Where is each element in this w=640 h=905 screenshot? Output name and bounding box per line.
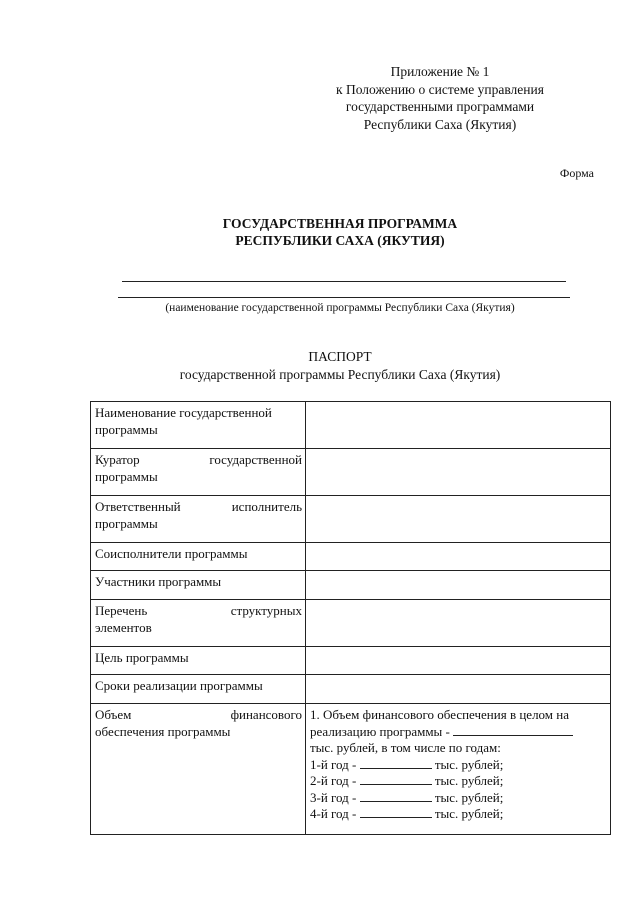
title-line: РЕСПУБЛИКИ САХА (ЯКУТИЯ) xyxy=(235,233,445,248)
passport-title: ПАСПОРТ xyxy=(308,349,372,364)
form-label: Форма xyxy=(559,166,594,180)
amount-blank xyxy=(360,790,432,802)
row-label: Соисполнители программы xyxy=(91,543,306,571)
row-value-cell xyxy=(306,496,611,543)
program-name-blank-line xyxy=(118,297,570,298)
row-value-cell xyxy=(306,571,611,600)
program-name-caption: (наименование государственной программы Республики Саха (Якутия) xyxy=(165,302,515,314)
row-label: Перечень структурных элементов xyxy=(91,600,306,647)
finance-program-line: реализацию программы - xyxy=(310,724,607,741)
finance-cell xyxy=(306,704,611,835)
row-label: Участники программы xyxy=(91,571,306,600)
appendix-line: Приложение № 1 xyxy=(390,64,490,79)
row-label: Наименование государственной программы xyxy=(91,402,306,449)
finance-by-years-line: тыс. рублей, в том числе по годам: xyxy=(310,740,501,755)
table-row xyxy=(91,402,611,449)
finance-year-line: 4-й год - тыс. рублей; xyxy=(310,806,504,821)
finance-year-line: 3-й год - тыс. рублей; xyxy=(310,789,504,805)
appendix-line: государственными программами xyxy=(345,99,535,114)
finance-year-line: 1-й год - тыс. рублей; xyxy=(310,756,504,772)
passport-subtitle: государственной программы Республики Саха (Якутия) xyxy=(179,366,501,382)
table-row xyxy=(91,704,611,835)
title-line: ГОСУДАРСТВЕННАЯ ПРОГРАММА xyxy=(222,216,458,231)
table-row xyxy=(91,496,611,543)
passport-table xyxy=(90,401,611,835)
finance-year-line: 2-й год - тыс. рублей; xyxy=(310,773,504,788)
row-value-cell xyxy=(306,543,611,571)
appendix-line: Республики Саха (Якутия) xyxy=(363,116,517,132)
document-title xyxy=(90,215,590,249)
table-row xyxy=(91,543,611,571)
amount-blank xyxy=(360,757,432,769)
program-name-blank-line xyxy=(122,281,566,282)
table-row xyxy=(91,571,611,600)
row-value-cell xyxy=(306,647,611,675)
amount-blank xyxy=(453,724,573,736)
row-label: Сроки реализации программы xyxy=(91,675,306,704)
row-label: Ответственный исполнитель программы xyxy=(91,496,306,543)
appendix-header xyxy=(300,63,580,133)
amount-blank xyxy=(360,773,432,785)
row-label: Куратор государственной программы xyxy=(91,449,306,496)
row-label: Цель программы xyxy=(91,647,306,675)
passport-heading xyxy=(90,348,590,383)
finance-total-line: 1. Объем финансового обеспечения в целом на xyxy=(310,707,570,722)
row-value-cell xyxy=(306,675,611,704)
appendix-line: к Положению о системе управления xyxy=(336,81,544,97)
table-row xyxy=(91,647,611,675)
row-value-cell xyxy=(306,600,611,647)
row-label: Объем финансового обеспечения программы xyxy=(91,704,306,835)
row-value-cell xyxy=(306,402,611,449)
table-row xyxy=(91,675,611,704)
table-row xyxy=(91,449,611,496)
table-row xyxy=(91,600,611,647)
amount-blank xyxy=(360,806,432,818)
row-value-cell xyxy=(306,449,611,496)
